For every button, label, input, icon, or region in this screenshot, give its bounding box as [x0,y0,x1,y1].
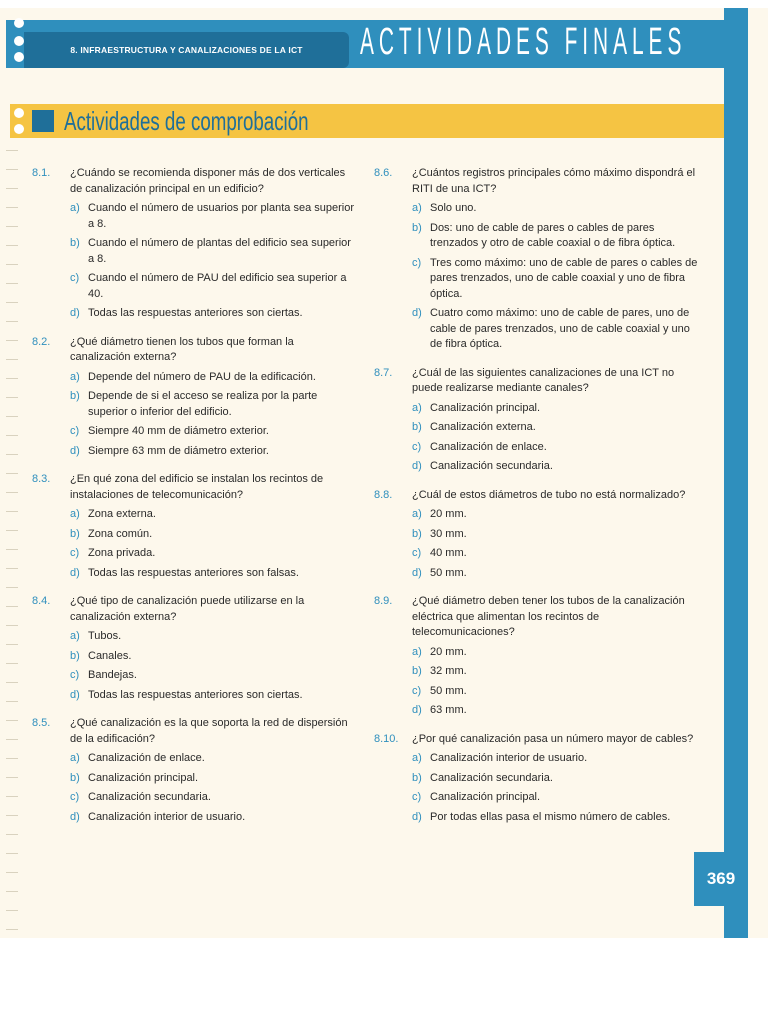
option-text: Todas las respuestas anteriores son falsas. [88,566,299,579]
question-text: ¿Qué canalización es la que soporta la red de dispersión de la edificación? [70,717,348,745]
margin-tick [6,359,18,360]
question-number: 8.10. [374,732,399,745]
option-text: Canalización secundaria. [430,771,553,784]
margin-tick [6,739,18,740]
answer-option [374,703,700,719]
questions-left-column [32,166,354,838]
answer-option [374,527,700,543]
answer-option [374,401,700,417]
margin-tick [6,378,18,379]
option-letter: d) [412,704,422,716]
option-letter: c) [70,791,80,803]
option-letter: b) [70,390,80,402]
question-block [32,594,354,703]
answer-option [32,201,354,232]
answer-option [374,645,700,661]
option-text: Canalización interior de usuario. [88,810,246,823]
question-block [374,488,700,582]
option-letter: d) [70,810,80,823]
answer-option [374,420,700,436]
margin-tick [6,587,18,588]
answer-option [374,459,700,475]
margin-tick [6,492,18,493]
margin-tick [6,644,18,645]
answer-option [374,664,700,680]
question-number: 8.3. [32,473,51,485]
question-text: ¿Por qué canalización pasa un número mayor de cables? [412,732,694,745]
question-block [32,472,354,581]
question-line [374,166,700,197]
option-letter: b) [70,771,80,784]
margin-tick [6,796,18,797]
option-indent [374,810,412,826]
question-block [32,166,354,322]
page-number: 369 [706,869,736,888]
option-text: 50 mm. [430,684,467,697]
option-text: Zona común. [88,527,153,540]
option-indent [32,629,70,645]
answer-option [32,566,354,582]
binder-ring-icon [14,36,24,46]
option-letter: d) [412,460,422,472]
option-letter: c) [412,791,422,803]
margin-tick [6,245,18,246]
option-letter: d) [70,688,80,701]
option-text: 40 mm. [430,547,467,559]
option-text: 50 mm. [430,566,467,579]
option-text: Todas las respuestas anteriores son ciertas. [88,688,303,701]
question-line [374,732,700,748]
option-text: Zona externa. [88,508,156,520]
option-text: Dos: uno de cable de pares o cables de pares trenzados y otro de cable coaxial o de fibra óptica. [430,221,676,249]
side-color-bar [724,8,748,938]
answer-option [32,389,354,420]
binder-ring-icon [14,52,24,62]
option-text: 20 mm. [430,508,467,520]
option-indent [374,440,412,456]
option-text: Canalización de enlace. [88,752,205,764]
option-indent [32,810,70,826]
margin-tick [6,663,18,664]
margin-tick [6,872,18,873]
option-letter: b) [412,221,422,234]
option-text: Canalización externa. [430,421,536,433]
binder-ring-icon [14,18,24,28]
margin-tick [6,530,18,531]
option-text: Zona privada. [88,547,156,559]
answer-option [32,236,354,267]
margin-tick [6,777,18,778]
option-text: Depende del número de PAU de la edificación. [88,370,316,383]
option-letter: b) [70,237,80,249]
answer-option [32,771,354,787]
answer-option [32,668,354,684]
margin-tick [6,302,18,303]
option-letter: c) [412,684,422,697]
question-text: ¿En qué zona del edificio se instalan los recintos de instalaciones de telecomunicación? [70,473,324,501]
option-letter: c) [412,547,422,559]
margin-tick [6,625,18,626]
answer-option [32,810,354,826]
option-indent [374,401,412,417]
option-letter: a) [70,752,80,764]
option-indent [32,507,70,523]
option-text: Bandejas. [88,669,137,681]
question-block [374,366,700,475]
option-letter: a) [70,370,80,383]
option-letter: c) [412,256,422,269]
question-block [374,166,700,353]
question-number: 8.5. [32,717,51,729]
page-title: ACTIVIDADES FINALES [360,21,687,63]
margin-tick [6,340,18,341]
answer-option [32,790,354,806]
answer-option [374,256,700,303]
option-indent [374,256,412,303]
margin-tick [6,416,18,417]
option-letter: d) [412,810,422,823]
answer-option [32,444,354,460]
margin-tick [6,397,18,398]
question-block [374,594,700,719]
margin-tick [6,815,18,816]
option-letter: d) [70,307,80,319]
question-line [374,594,700,641]
question-text: ¿Qué diámetro tienen los tubos que forman la canalización externa? [70,335,294,363]
option-indent [374,507,412,523]
margin-tick [6,264,18,265]
option-text: Canalización secundaria. [88,791,211,803]
answer-option [374,566,700,582]
question-text: ¿Qué tipo de canalización puede utilizarse en la canalización externa? [70,595,305,623]
margin-tick [6,283,18,284]
option-indent [374,790,412,806]
margin-tick [6,150,18,151]
question-text: ¿Cuál de las siguientes canalizaciones de una ICT no puede realizarse mediante canales? [412,366,675,394]
answer-option [374,771,700,787]
margin-tick [6,701,18,702]
option-indent [374,420,412,436]
option-indent [374,684,412,700]
option-text: 30 mm. [430,527,467,540]
option-letter: a) [412,401,422,414]
option-letter: c) [70,272,80,284]
option-letter: a) [412,202,422,214]
answer-option [374,810,700,826]
questions-right-column [374,166,700,838]
question-text: ¿Cuándo se recomienda disponer más de dos verticales de canalización principal en un edificio? [70,167,346,195]
option-letter: b) [412,771,422,784]
option-indent [374,566,412,582]
option-indent [32,790,70,806]
option-text: Canalización principal. [430,791,541,803]
option-indent [32,668,70,684]
option-indent [32,271,70,302]
answer-option [374,306,700,353]
question-number: 8.4. [32,595,51,607]
margin-tick [6,226,18,227]
option-text: 20 mm. [430,645,467,658]
option-letter: d) [412,307,422,319]
option-letter: b) [70,649,80,662]
answer-option [32,629,354,645]
option-text: Tubos. [88,630,122,642]
option-indent [32,306,70,322]
margin-tick [6,720,18,721]
margin-tick [6,606,18,607]
question-number: 8.1. [32,167,51,179]
option-letter: c) [70,669,80,681]
answer-option [374,751,700,767]
option-text: Cuatro como máximo: uno de cable de pares, uno de cable de pares trenzados, uno de cable coaxial y uno de fibra óptica. [430,307,690,350]
answer-option [32,649,354,665]
option-indent [374,306,412,353]
answer-option [32,546,354,562]
answer-option [32,688,354,704]
question-text: ¿Cuál de estos diámetros de tubo no está normalizado? [412,488,686,501]
option-letter: b) [412,527,422,540]
option-text: Todas las respuestas anteriores son ciertas. [88,307,303,319]
option-text: Cuando el número de PAU del edificio sea superior a 40. [88,272,347,300]
answer-option [32,306,354,322]
question-block [32,335,354,460]
question-line [32,335,354,366]
margin-tick [6,682,18,683]
option-indent [32,370,70,386]
option-indent [374,546,412,562]
option-text: Canalización interior de usuario. [430,752,588,764]
binder-ring-icon [14,108,24,118]
option-indent [32,546,70,562]
option-indent [32,688,70,704]
answer-option [32,527,354,543]
option-text: Canales. [88,649,132,662]
answer-option [32,507,354,523]
option-letter: b) [70,527,80,540]
option-text: Canalización principal. [430,401,541,414]
section-title: Actividades de comprobación [64,106,309,136]
margin-tick [6,549,18,550]
margin-tick [6,853,18,854]
option-indent [374,771,412,787]
margin-tick [6,758,18,759]
option-indent [32,527,70,543]
question-line [32,716,354,747]
option-indent [32,236,70,267]
option-indent [32,201,70,232]
question-number: 8.6. [374,167,393,179]
option-indent [32,444,70,460]
margin-tick [6,169,18,170]
answer-option [374,440,700,456]
option-indent [32,649,70,665]
option-indent [32,771,70,787]
option-letter: a) [412,508,422,520]
option-letter: a) [412,752,422,764]
margin-tick [6,834,18,835]
section-square-icon [32,110,54,132]
answer-option [32,370,354,386]
margin-tick [6,929,18,930]
answer-option [32,271,354,302]
option-text: Depende de si el acceso se realiza por la parte superior o inferior del edificio. [88,390,318,418]
option-text: Cuando el número de plantas del edificio sea superior a 8. [88,237,351,265]
question-line [374,366,700,397]
option-text: Canalización secundaria. [430,460,553,472]
option-indent [374,527,412,543]
option-text: Canalización principal. [88,771,199,784]
margin-tick [6,473,18,474]
question-line [374,488,700,504]
question-text: ¿Cuántos registros principales cómo máximo dispondrá el RITI de una ICT? [412,167,696,195]
option-letter: a) [70,508,80,520]
option-text: Canalización de enlace. [430,440,547,453]
question-block [32,716,354,825]
option-letter: b) [412,421,422,433]
option-letter: a) [70,630,80,642]
option-letter: d) [70,444,80,457]
option-letter: a) [412,645,422,658]
question-line [32,472,354,503]
option-letter: c) [70,425,80,437]
chapter-title: 8. INFRAESTRUCTURA Y CANALIZACIONES DE LA ICT [70,45,303,55]
option-indent [32,751,70,767]
question-line [32,166,354,197]
answer-option [374,546,700,562]
question-line [32,594,354,625]
margin-tick [6,454,18,455]
option-indent [32,566,70,582]
question-text: ¿Qué diámetro deben tener los tubos de la canalización eléctrica que alimentan los recintos de telecomunicaciones? [412,595,685,638]
margin-tick [6,207,18,208]
option-indent [374,459,412,475]
margin-tick [6,568,18,569]
option-indent [374,201,412,217]
margin-tick [6,321,18,322]
answer-option [374,507,700,523]
answer-option [374,790,700,806]
option-text: 63 mm. [430,704,467,716]
option-letter: b) [412,665,422,677]
option-text: 32 mm. [430,665,467,677]
binder-ring-icon [14,124,24,134]
answer-option [374,684,700,700]
answer-option [374,221,700,252]
option-text: Solo uno. [430,202,477,214]
question-number: 8.2. [32,335,51,348]
option-indent [374,751,412,767]
option-letter: a) [70,202,80,214]
option-indent [32,389,70,420]
option-text: Siempre 63 mm de diámetro exterior. [88,444,269,457]
option-text: Tres como máximo: uno de cable de pares o cables de pares trenzados, uno de cable coaxial y uno de fibra óptica. [430,256,698,300]
option-indent [374,664,412,680]
answer-option [32,424,354,440]
option-text: Cuando el número de usuarios por planta sea superior a 8. [88,202,354,230]
question-number: 8.9. [374,595,393,607]
option-letter: d) [70,566,80,579]
option-indent [374,703,412,719]
option-letter: c) [412,440,422,453]
option-letter: c) [70,547,80,559]
margin-tick [6,511,18,512]
option-indent [374,645,412,661]
question-number: 8.8. [374,488,393,501]
option-indent [374,221,412,252]
margin-tick [6,910,18,911]
option-indent [32,424,70,440]
margin-tick [6,435,18,436]
option-text: Siempre 40 mm de diámetro exterior. [88,425,269,437]
answer-option [32,751,354,767]
margin-tick [6,891,18,892]
question-number: 8.7. [374,366,393,379]
question-block [374,732,700,826]
margin-tick [6,188,18,189]
answer-option [374,201,700,217]
option-letter: d) [412,566,422,579]
option-text: Por todas ellas pasa el mismo número de cables. [430,810,671,823]
